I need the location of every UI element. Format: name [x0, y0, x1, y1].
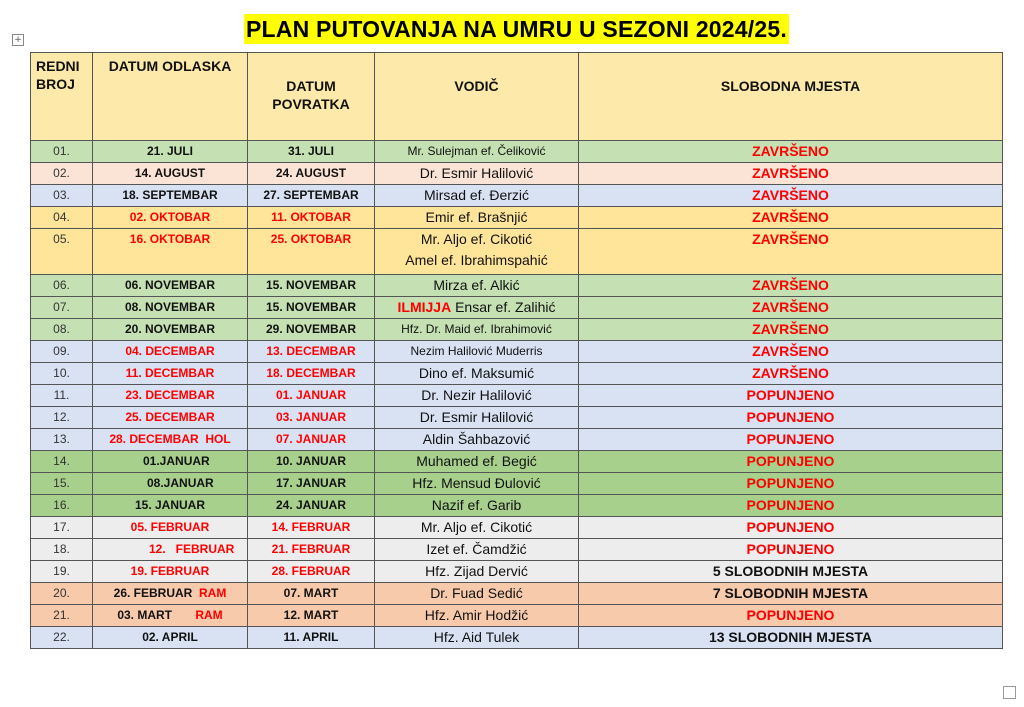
return-date: 03. JANUAR	[248, 407, 375, 429]
return-date: 24. AUGUST	[248, 163, 375, 185]
row-number: 17.	[31, 517, 93, 539]
page-title: PLAN PUTOVANJA NA UMRU U SEZONI 2024/25.	[246, 16, 787, 42]
table-row	[31, 297, 1003, 319]
return-date: 28. FEBRUAR	[248, 561, 375, 583]
departure-cell	[93, 583, 248, 605]
seats-status: 13 SLOBODNIH MJESTA	[579, 627, 1003, 649]
departure-date: 14. AUGUST	[93, 163, 248, 185]
return-date: 14. FEBRUAR	[248, 517, 375, 539]
seats-status: 5 SLOBODNIH MJESTA	[579, 561, 1003, 583]
seats-status: POPUNJENO	[579, 429, 1003, 451]
guide-name: Dr. Esmir Halilović	[375, 407, 579, 429]
guide-name: Mr. Sulejman ef. Čeliković	[375, 141, 579, 163]
departure-date: 18. SEPTEMBAR	[93, 185, 248, 207]
schedule-table	[30, 52, 1003, 649]
row-number: 14.	[31, 451, 93, 473]
table-row	[31, 473, 1003, 495]
header-datum-povratka: DATUM POVRATKA	[248, 53, 375, 141]
header-datum-odlaska: DATUM ODLASKA	[93, 53, 248, 141]
seats-status: ZAVRŠENO	[579, 297, 1003, 319]
table-row	[31, 385, 1003, 407]
departure-tag: RAM	[195, 608, 223, 622]
guide-name: Mr. Aljo ef. Cikotić	[420, 231, 533, 247]
return-date: 25. OKTOBAR	[248, 229, 375, 275]
row-number: 04.	[31, 207, 93, 229]
table-row	[31, 207, 1003, 229]
guide-name: Dr. Esmir Halilović	[375, 163, 579, 185]
seats-status: POPUNJENO	[579, 605, 1003, 627]
departure-date: 02. APRIL	[93, 627, 248, 649]
row-number: 21.	[31, 605, 93, 627]
guide-prefix: ILMIJJA	[397, 299, 452, 315]
guide-name-secondary: Amel ef. Ibrahimspahić	[405, 252, 548, 268]
seats-status: POPUNJENO	[579, 451, 1003, 473]
header-vodic: VODIČ	[375, 53, 579, 141]
departure-date: 03. MART	[117, 608, 172, 622]
table-header-row	[31, 53, 1003, 141]
table-row	[31, 583, 1003, 605]
header-slobodna-mjesta: SLOBODNA MJESTA	[579, 53, 1003, 141]
departure-date: 04. DECEMBAR	[93, 341, 248, 363]
table-row	[31, 163, 1003, 185]
seats-status: POPUNJENO	[579, 539, 1003, 561]
row-number: 12.	[31, 407, 93, 429]
departure-date: 08. NOVEMBAR	[93, 297, 248, 319]
guide-cell	[375, 297, 579, 319]
seats-status: POPUNJENO	[579, 517, 1003, 539]
seats-status: POPUNJENO	[579, 407, 1003, 429]
departure-date: 01.JANUAR	[93, 451, 248, 473]
seats-status: ZAVRŠENO	[579, 141, 1003, 163]
return-date: 24. JANUAR	[248, 495, 375, 517]
guide-name: Mirsad ef. Đerzić	[375, 185, 579, 207]
table-row	[31, 495, 1003, 517]
row-number: 08.	[31, 319, 93, 341]
return-date: 29. NOVEMBAR	[248, 319, 375, 341]
row-number: 16.	[31, 495, 93, 517]
seats-status: POPUNJENO	[579, 385, 1003, 407]
departure-date: 28. DECEMBAR HOL	[93, 429, 248, 451]
return-date: 18. DECEMBAR	[248, 363, 375, 385]
table-row	[31, 275, 1003, 297]
guide-name: Hfz. Aid Tulek	[375, 627, 579, 649]
departure-date: 08.JANUAR	[93, 473, 248, 495]
guide-name: Ensar ef. Zalihić	[455, 299, 556, 315]
table-row	[31, 319, 1003, 341]
row-number: 11.	[31, 385, 93, 407]
table-resize-handle[interactable]	[1003, 686, 1016, 699]
table-row	[31, 517, 1003, 539]
table-row	[31, 363, 1003, 385]
table-row	[31, 451, 1003, 473]
return-date: 11. APRIL	[248, 627, 375, 649]
return-date: 31. JULI	[248, 141, 375, 163]
return-date: 12. MART	[248, 605, 375, 627]
return-date: 10. JANUAR	[248, 451, 375, 473]
guide-name: Dr. Fuad Sedić	[375, 583, 579, 605]
seats-status: ZAVRŠENO	[579, 341, 1003, 363]
row-number: 05.	[31, 229, 93, 275]
table-row	[31, 429, 1003, 451]
row-number: 06.	[31, 275, 93, 297]
row-number: 10.	[31, 363, 93, 385]
guide-cell	[375, 229, 579, 275]
guide-name: Hfz. Zijad Dervić	[375, 561, 579, 583]
row-number: 01.	[31, 141, 93, 163]
guide-name: Mirza ef. Alkić	[375, 275, 579, 297]
guide-name: Dr. Nezir Halilović	[375, 385, 579, 407]
table-row	[31, 141, 1003, 163]
seats-status: POPUNJENO	[579, 473, 1003, 495]
table-row	[31, 407, 1003, 429]
return-date: 13. DECEMBAR	[248, 341, 375, 363]
table-row	[31, 539, 1003, 561]
departure-date: 16. OKTOBAR	[93, 229, 248, 275]
departure-date: 12. FEBRUAR	[93, 539, 248, 561]
guide-name: Aldin Šahbazović	[375, 429, 579, 451]
row-number: 07.	[31, 297, 93, 319]
departure-date: 06. NOVEMBAR	[93, 275, 248, 297]
table-row	[31, 185, 1003, 207]
departure-date: 11. DECEMBAR	[93, 363, 248, 385]
guide-name: Hfz. Amir Hodžić	[375, 605, 579, 627]
guide-name: Muhamed ef. Begić	[375, 451, 579, 473]
return-date: 11. OKTOBAR	[248, 207, 375, 229]
return-date: 07. JANUAR	[248, 429, 375, 451]
table-row	[31, 229, 1003, 275]
return-date: 15. NOVEMBAR	[248, 275, 375, 297]
departure-date: 15. JANUAR	[93, 495, 248, 517]
seats-status: ZAVRŠENO	[579, 275, 1003, 297]
seats-status: ZAVRŠENO	[579, 363, 1003, 385]
departure-date: 26. FEBRUAR	[113, 586, 193, 600]
seats-status: POPUNJENO	[579, 495, 1003, 517]
departure-date: 05. FEBRUAR	[93, 517, 248, 539]
guide-name: Nezim Halilović Muderris	[375, 341, 579, 363]
departure-cell	[93, 605, 248, 627]
return-date: 21. FEBRUAR	[248, 539, 375, 561]
seats-status: ZAVRŠENO	[579, 207, 1003, 229]
table-row	[31, 561, 1003, 583]
return-date: 07. MART	[248, 583, 375, 605]
guide-name: Izet ef. Čamdžić	[375, 539, 579, 561]
departure-date: 25. DECEMBAR	[93, 407, 248, 429]
row-number: 09.	[31, 341, 93, 363]
table-row	[31, 341, 1003, 363]
table-row	[31, 627, 1003, 649]
row-number: 13.	[31, 429, 93, 451]
seats-status: ZAVRŠENO	[579, 185, 1003, 207]
return-date: 15. NOVEMBAR	[248, 297, 375, 319]
seats-status: 7 SLOBODNIH MJESTA	[579, 583, 1003, 605]
row-number: 18.	[31, 539, 93, 561]
guide-name: Hfz. Dr. Maid ef. Ibrahimović	[375, 319, 579, 341]
departure-tag: RAM	[199, 586, 227, 600]
row-number: 22.	[31, 627, 93, 649]
departure-date: 21. JULI	[93, 141, 248, 163]
departure-date: 23. DECEMBAR	[93, 385, 248, 407]
guide-name: Nazif ef. Garib	[375, 495, 579, 517]
table-move-handle-icon[interactable]: +	[12, 34, 24, 46]
table-row	[31, 605, 1003, 627]
guide-name: Emir ef. Brašnjić	[375, 207, 579, 229]
departure-date: 02. OKTOBAR	[93, 207, 248, 229]
departure-date: 19. FEBRUAR	[93, 561, 248, 583]
return-date: 17. JANUAR	[248, 473, 375, 495]
guide-name: Hfz. Mensud Đulović	[375, 473, 579, 495]
row-number: 15.	[31, 473, 93, 495]
departure-date: 20. NOVEMBAR	[93, 319, 248, 341]
seats-status: ZAVRŠENO	[579, 319, 1003, 341]
row-number: 20.	[31, 583, 93, 605]
row-number: 19.	[31, 561, 93, 583]
return-date: 27. SEPTEMBAR	[248, 185, 375, 207]
guide-name: Dino ef. Maksumić	[375, 363, 579, 385]
row-number: 03.	[31, 185, 93, 207]
header-redni-broj: REDNI BROJ	[31, 53, 93, 141]
row-number: 02.	[31, 163, 93, 185]
guide-name: Mr. Aljo ef. Cikotić	[375, 517, 579, 539]
seats-status: ZAVRŠENO	[579, 229, 1003, 275]
return-date: 01. JANUAR	[248, 385, 375, 407]
seats-status: ZAVRŠENO	[579, 163, 1003, 185]
